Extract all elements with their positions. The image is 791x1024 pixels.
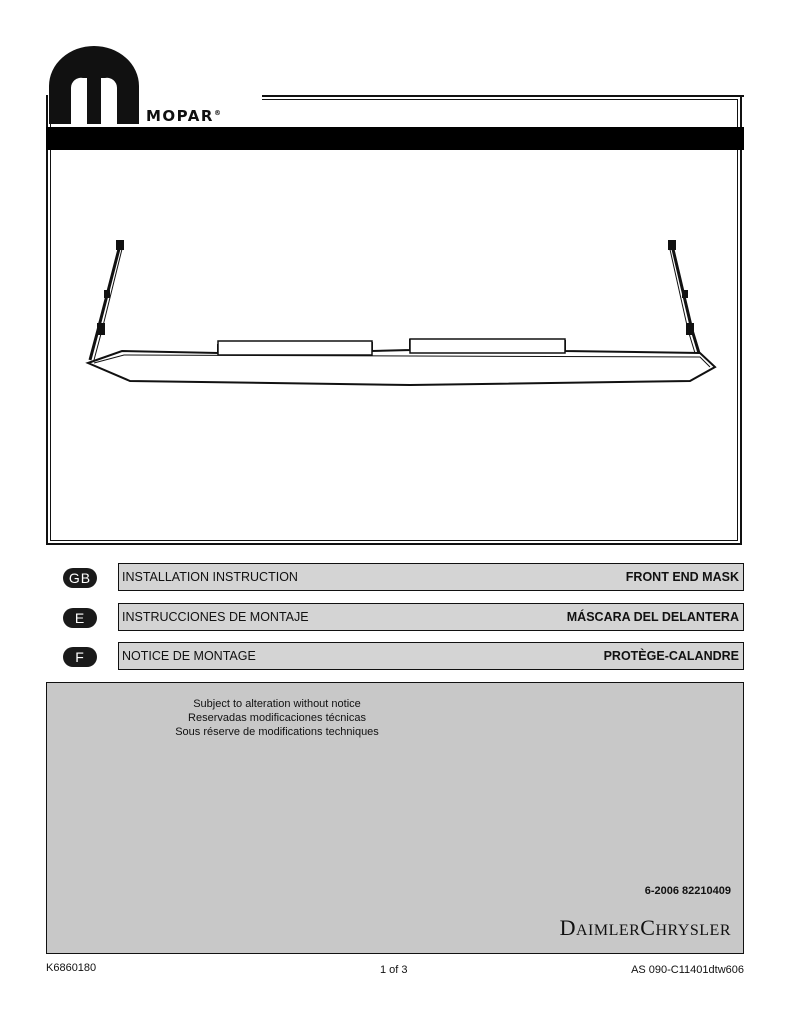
header-bar	[46, 127, 744, 150]
page-number: 1 of 3	[380, 964, 408, 976]
daimlerchrysler-logo: DAIMLERCHRYSLER	[559, 915, 731, 940]
product-name: MÁSCARA DEL DELANTERA	[566, 610, 739, 624]
instruction-title: INSTALLATION INSTRUCTION	[122, 570, 298, 584]
lang-badge-gb: GB	[63, 568, 97, 588]
lang-badge-f: F	[63, 647, 97, 667]
lang-row-f	[118, 642, 744, 670]
brand-name: MOPAR®	[146, 107, 221, 125]
info-box	[46, 682, 744, 954]
alteration-notice: Subject to alteration without notice Reservadas modificaciones técnicas Sous réserve de modifications techniques	[175, 698, 379, 738]
instruction-title: INSTRUCCIONES DE MONTAJE	[122, 610, 309, 624]
instruction-title: NOTICE DE MONTAGE	[122, 649, 256, 663]
lang-badge-e: E	[63, 608, 97, 628]
lang-row-e	[118, 603, 744, 631]
footer-left-code: K6860180	[46, 962, 97, 974]
footer-right-code: AS 090-C11401dtw606	[631, 964, 744, 976]
document-number: 6-2006 82210409	[644, 885, 731, 897]
product-name: FRONT END MASK	[625, 570, 739, 584]
lang-row-gb	[118, 563, 744, 591]
front-end-mask-illustration	[60, 235, 730, 405]
product-name: PROTÈGE-CALANDRE	[603, 649, 739, 663]
